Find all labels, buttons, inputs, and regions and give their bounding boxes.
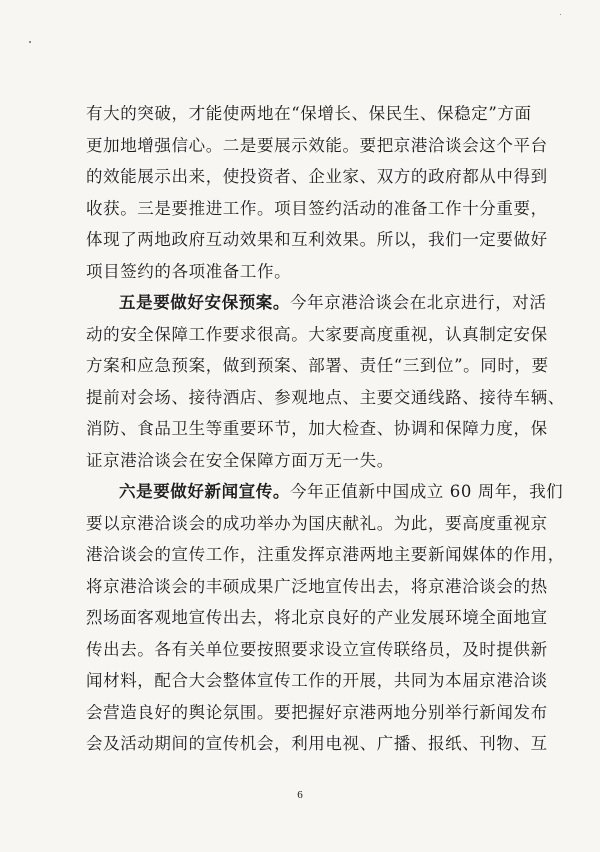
section-heading: 五是要做好安保预案。: [119, 293, 290, 312]
text-line: [86, 476, 564, 508]
text-line: 的效能展示出来，使投资者、企业家、双方的政府都从中得到: [86, 167, 548, 186]
text-run: 今年正值新中国成立 60 周年，我们: [290, 482, 564, 501]
body-text: [86, 98, 565, 760]
text-line: 方案和应急预案，做到预案、部署、责任“三到位”。同时，要: [86, 356, 549, 375]
text-line: [86, 287, 547, 319]
text-line: 闻材料，配合大会整体宣传工作的开展，共同为本届京港洽谈: [86, 671, 548, 690]
text-line: 会营造良好的舆论氛围。要把握好京港两地分别举行新闻发布: [86, 702, 548, 722]
text-line: 收获。三是要推进工作。项目签约活动的准备工作十分重要，: [86, 198, 548, 218]
text-line: 要以京港洽谈会的成功举办为国庆献礼。为此，要高度重视京: [86, 513, 548, 533]
text-line: 项目签约的各项准备工作。: [86, 261, 292, 281]
scan-speck: [29, 41, 31, 43]
page-number: 6: [297, 789, 303, 801]
scan-speck: [560, 14, 561, 15]
text-line: 动的安全保障工作要求很高。大家要高度重视，认真制定安保: [86, 324, 548, 344]
text-line: 港洽谈会的宣传工作，注重发挥京港两地主要新闻媒体的作用，: [86, 545, 565, 564]
paragraph-section-6: [86, 476, 565, 760]
text-line: 消防、食品卫生等重要环节，加大检查、协调和保障力度，保: [86, 419, 548, 438]
text-line: 有大的突破，才能使两地在“保增长、保民生、保稳定”方面: [86, 104, 532, 123]
text-line: 体现了两地政府互动效果和互利效果。所以，我们一定要做好: [86, 230, 548, 249]
text-line: 更加地增强信心。二是要展示效能。要把京港洽谈会这个平台: [86, 135, 548, 155]
section-heading: 六是要做好新闻宣传。: [119, 482, 290, 501]
text-line: 会及活动期间的宣传机会，利用电视、广播、报纸、刊物、互: [86, 734, 548, 753]
paragraph-section-5: [86, 287, 565, 476]
text-line: 将京港洽谈会的丰硕成果广泛地宣传出去，将京港洽谈会的热: [86, 576, 548, 596]
text-line: 证京港洽谈会在安全保障方面万无一失。: [86, 450, 394, 470]
paragraph-continued: [86, 98, 548, 287]
text-run: 今年京港洽谈会在北京进行，对活: [290, 293, 547, 312]
text-line: 提前对会场、接待酒店、参观地点、主要交通线路、接待车辆、: [86, 387, 565, 407]
text-line: 传出去。各有关单位要按照要求设立宣传联络员，及时提供新: [86, 639, 548, 659]
text-line: 烈场面客观地宣传出去，将北京良好的产业发展环境全面地宣: [86, 608, 548, 627]
